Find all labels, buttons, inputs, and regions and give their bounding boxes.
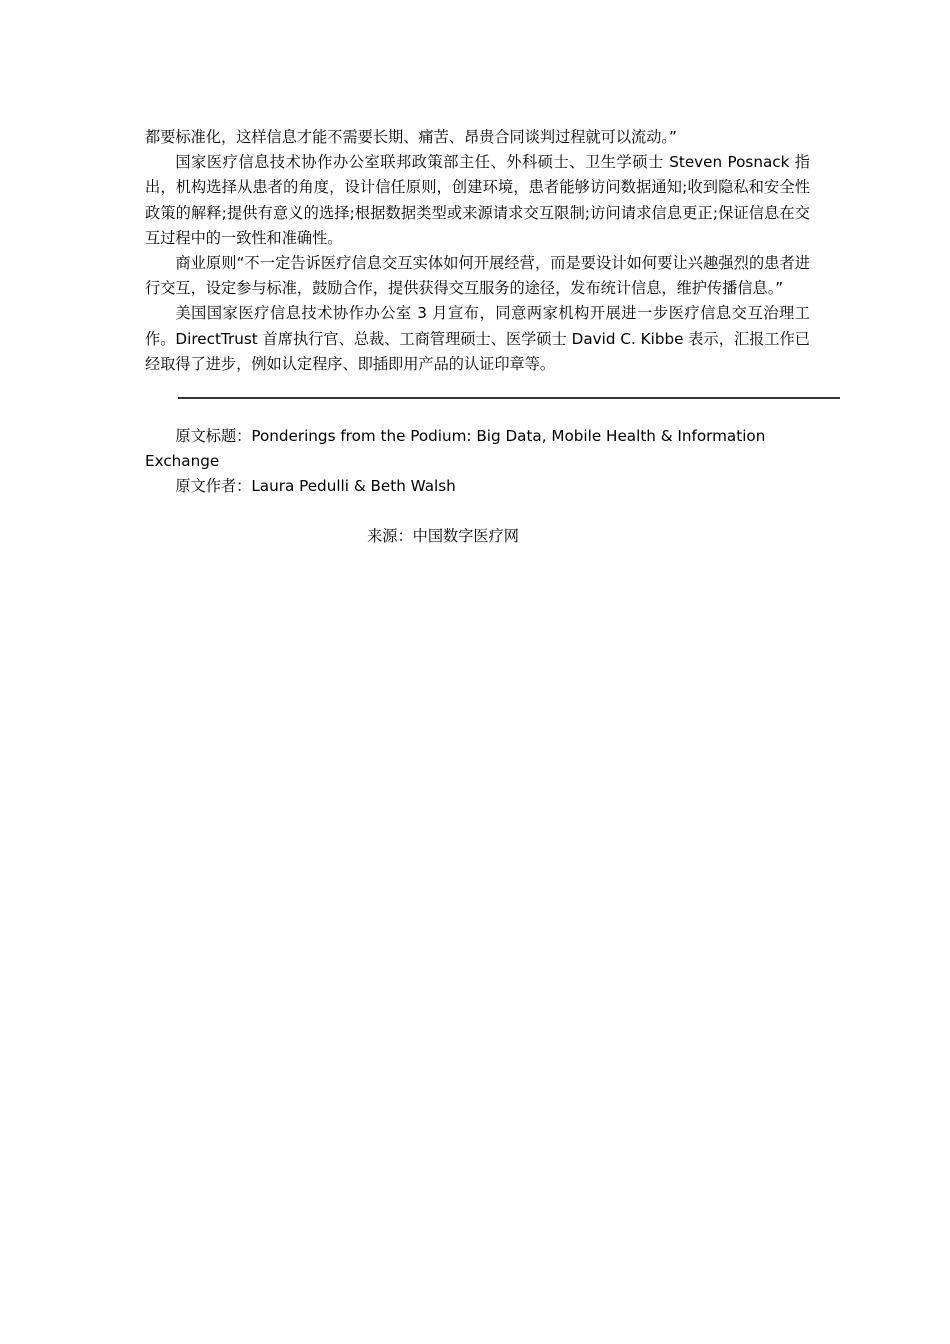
original-title: 原文标题：Ponderings from the Podium: Big Data, Mobile Health & Information Exchange — [145, 427, 766, 470]
source-text: 来源：中国数字医疗网 — [367, 527, 519, 545]
horizontal-divider — [178, 397, 840, 399]
paragraph-continuation: 都要标准化，这样信息才能不需要长期、痛苦、昂贵合同谈判过程就可以流动。” — [145, 128, 677, 146]
article-body — [145, 125, 810, 377]
article-meta — [145, 424, 810, 499]
source-line — [0, 524, 950, 549]
original-author: 原文作者：Laura Pedulli & Beth Walsh — [175, 477, 456, 495]
paragraph-governance: 美国国家医疗信息技术协作办公室 3 月宣布，同意两家机构开展进一步医疗信息交互治理工作。DirectTrust 首席执行官、总裁、工商管理硕士、医学硕士 David C. Kibbe 表示，汇报工作已经取得了进步，例如认定程序、即插即用产品的认证印章等。 — [145, 304, 810, 373]
paragraph-business-principles: 商业原则“不一定告诉医疗信息交互实体如何开展经营，而是要设计如何要让兴趣强烈的患者进行交互，设定参与标准，鼓励合作，提供获得交互服务的途径，发布统计信息，维护传播信息。” — [145, 254, 810, 298]
paragraph-posnack: 国家医疗信息技术协作办公室联邦政策部主任、外科硕士、卫生学硕士 Steven Posnack 指出，机构选择从患者的角度，设计信任原则，创建环境，患者能够访问数据通知;收到隐私和安全性政策的解释;提供有意义的选择;根据数据类型或来源请求交互限制;访问请求信息更正;保证信息在交互过程中的一致性和准确性。 — [145, 153, 810, 247]
